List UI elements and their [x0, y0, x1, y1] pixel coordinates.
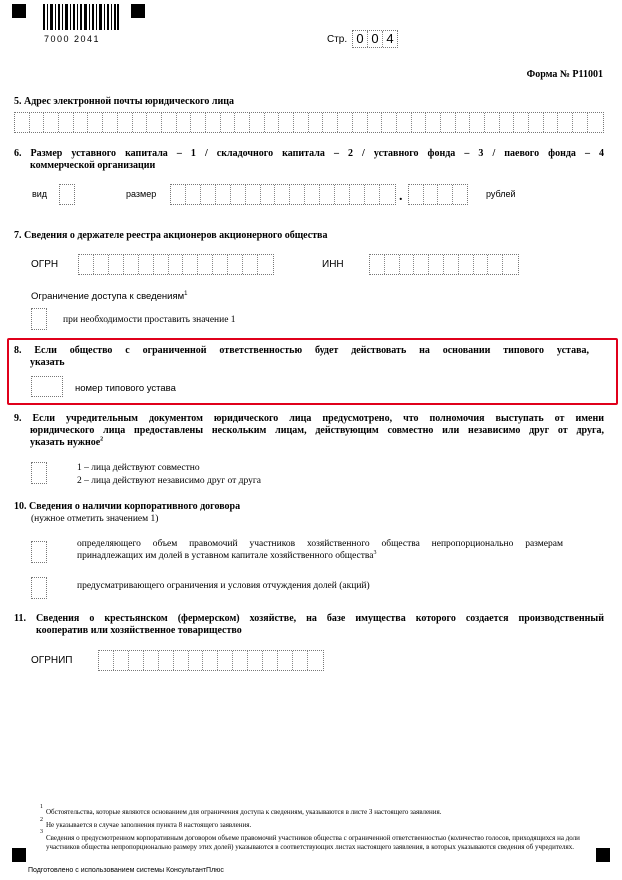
input-cell	[500, 113, 515, 132]
input-cell	[279, 113, 294, 132]
input-cell	[350, 185, 365, 204]
input-cell	[323, 113, 338, 132]
input-cell	[44, 113, 59, 132]
input-cell	[456, 113, 471, 132]
input-cell	[201, 185, 216, 204]
input-cell	[139, 255, 154, 274]
input-cell	[308, 651, 323, 670]
input-cell	[118, 113, 133, 132]
section-9-title-end: указать нужное$^2$	[30, 436, 104, 448]
page-digit: 0	[353, 31, 368, 47]
input-cell	[488, 255, 503, 274]
input-cell	[397, 113, 412, 132]
input-cell	[382, 113, 397, 132]
page-digit: 0	[368, 31, 383, 47]
input-cell	[474, 255, 489, 274]
section-10-subtitle: (нужное отметить значением 1)	[31, 514, 159, 524]
input-cell	[368, 113, 383, 132]
input-cell	[30, 113, 45, 132]
input-cell	[103, 113, 118, 132]
charter-number-field[interactable]	[31, 376, 63, 397]
input-cell	[169, 255, 184, 274]
input-cell	[503, 255, 518, 274]
input-cell	[198, 255, 213, 274]
currency-label: рублей	[486, 189, 516, 199]
input-cell	[338, 113, 353, 132]
input-cell	[309, 113, 324, 132]
section-8-title: 8. Если общество с ограниченной ответственностью будет действовать на основании типового устава,	[14, 345, 589, 356]
input-cell	[79, 255, 94, 274]
barcode-number: 7000 2041	[44, 34, 101, 44]
input-cell	[529, 113, 544, 132]
input-cell	[186, 185, 201, 204]
input-cell	[129, 651, 144, 670]
footnote-3: Сведения о предусмотренном корпоративным договором объеме правомочий участников общества с ограниченной ответственностью (количество голосов, приходящихся на доли участников общества непропорционально размеру этих долей) указываются в соответствующих листах настоящего заявления, в которых указываются сведения об учредителях.	[46, 834, 580, 851]
input-cell	[573, 113, 588, 132]
page-number-field[interactable]	[352, 30, 398, 48]
footnote-2-number: 2	[40, 817, 43, 823]
footnote-1: Обстоятельства, которые являются основанием для ограничения доступа к сведениям, указываются в листе З настоящего заявления.	[46, 808, 442, 816]
input-cell	[133, 113, 148, 132]
footnote-1-number: 1	[40, 804, 43, 810]
input-cell	[265, 113, 280, 132]
ogrn-field[interactable]	[78, 254, 274, 275]
section-6-title: 6. Размер уставного капитала – 1 / складочного капитала – 2 / уставного фонда – 3 / паевого фонда – 4	[14, 148, 604, 159]
section-7-title: 7. Сведения о держателе реестра акционеров акционерного общества	[14, 230, 328, 241]
input-cell	[109, 255, 124, 274]
input-cell	[305, 185, 320, 204]
registration-mark-bottom-left	[12, 848, 26, 862]
input-cell	[485, 113, 500, 132]
input-cell	[320, 185, 335, 204]
input-cell	[424, 185, 439, 204]
input-cell	[438, 185, 453, 204]
corporate-agreement-item-1: определяющего объем правомочий участников хозяйственного общества непропорционально размерам	[77, 539, 563, 549]
input-cell	[99, 651, 114, 670]
email-field[interactable]	[14, 112, 604, 133]
input-cell	[335, 185, 350, 204]
input-cell	[290, 185, 305, 204]
input-cell	[191, 113, 206, 132]
capital-kind-label: вид	[32, 189, 48, 199]
authority-mode-field[interactable]	[31, 462, 47, 484]
input-cell	[171, 185, 186, 204]
input-cell	[177, 113, 192, 132]
input-cell	[59, 113, 74, 132]
footnote-2: Не указывается в случае заполнения пункта 8 настоящего заявления.	[46, 821, 252, 829]
input-cell	[409, 185, 424, 204]
ogrn-label: ОГРН	[31, 259, 59, 270]
charter-number-label: номер типового устава	[75, 383, 176, 394]
footnote-3-number: 3	[40, 829, 43, 835]
input-cell	[248, 651, 263, 670]
input-cell	[228, 255, 243, 274]
input-cell	[88, 113, 103, 132]
restrict-access-label: Ограничение доступа к сведениям$^1$	[31, 290, 188, 302]
input-cell	[275, 185, 290, 204]
input-cell	[203, 651, 218, 670]
input-cell	[400, 255, 415, 274]
input-cell	[263, 651, 278, 670]
input-cell	[216, 185, 231, 204]
input-cell	[558, 113, 573, 132]
section-8-title-cont: указать	[30, 357, 65, 368]
input-cell	[588, 113, 603, 132]
input-cell	[94, 255, 109, 274]
input-cell	[459, 255, 474, 274]
capital-size-field[interactable]	[170, 184, 396, 205]
registration-mark-bottom-right	[596, 848, 610, 862]
registration-mark-top-right	[131, 4, 145, 18]
input-cell	[278, 651, 293, 670]
input-cell	[233, 651, 248, 670]
corporate-agreement-field-2[interactable]	[31, 577, 47, 599]
input-cell	[189, 651, 204, 670]
input-cell	[258, 255, 273, 274]
section-10-title: 10. Сведения о наличии корпоративного договора	[14, 501, 241, 512]
corporate-agreement-field-1[interactable]	[31, 541, 47, 563]
inn-label: ИНН	[322, 259, 344, 270]
input-cell	[183, 255, 198, 274]
input-cell	[250, 113, 265, 132]
authority-option-1: 1 – лица действуют совместно	[77, 463, 200, 473]
input-cell	[213, 255, 228, 274]
corporate-agreement-item-1-cont: принадлежащих им долей в уставном капитале хозяйственного общества$^3$	[77, 549, 377, 561]
input-cell	[235, 113, 250, 132]
input-cell	[206, 113, 221, 132]
section-11-title-cont: кооператив или хозяйственное товарищество	[36, 625, 242, 636]
section-9-title: 9. Если учредительным документом юридического лица предусмотрено, что полномочия выступать от имени	[14, 413, 604, 424]
input-cell	[174, 651, 189, 670]
page-label: Стр.	[327, 34, 348, 45]
input-cell	[441, 113, 456, 132]
input-cell	[74, 113, 89, 132]
input-cell	[426, 113, 441, 132]
capital-kopecks-field[interactable]	[408, 184, 468, 205]
input-cell	[414, 255, 429, 274]
input-cell	[353, 113, 368, 132]
registration-mark-top-left	[12, 4, 26, 18]
capital-size-label: размер	[126, 189, 157, 199]
input-cell	[370, 255, 385, 274]
input-cell	[293, 651, 308, 670]
input-cell	[294, 113, 309, 132]
input-cell	[544, 113, 559, 132]
ogrnip-label: ОГРНИП	[31, 655, 73, 666]
input-cell	[124, 255, 139, 274]
restrict-access-hint: при необходимости проставить значение 1	[63, 315, 236, 325]
input-cell	[412, 113, 427, 132]
input-cell	[444, 255, 459, 274]
input-cell	[514, 113, 529, 132]
input-cell	[154, 255, 169, 274]
page-digit: 4	[386, 31, 394, 46]
input-cell	[429, 255, 444, 274]
input-cell	[147, 113, 162, 132]
input-cell	[261, 185, 276, 204]
barcode	[43, 4, 119, 30]
input-cell	[365, 185, 380, 204]
input-cell	[114, 651, 129, 670]
input-cell	[218, 651, 233, 670]
section-9-title-cont: юридического лица предоставлены нескольким лицам, действующим совместно или независимо друг от друга,	[30, 425, 604, 436]
input-cell	[15, 113, 30, 132]
form-label: Форма № Р11001	[526, 69, 603, 80]
ogrnip-field[interactable]	[98, 650, 324, 671]
input-cell	[144, 651, 159, 670]
section-11-title: 11. Сведения о крестьянском (фермерском) хозяйстве, на базе имущества которого создается производственный	[14, 613, 604, 624]
restrict-access-field[interactable]	[31, 308, 47, 330]
input-cell	[243, 255, 258, 274]
input-cell	[221, 113, 236, 132]
decimal-point: .	[399, 189, 403, 204]
input-cell	[159, 651, 174, 670]
authority-option-2: 2 – лица действуют независимо друг от друга	[77, 476, 262, 486]
inn-field[interactable]	[369, 254, 519, 275]
input-cell	[246, 185, 261, 204]
input-cell	[231, 185, 246, 204]
capital-kind-field[interactable]	[59, 184, 75, 205]
input-cell	[453, 185, 468, 204]
input-cell	[380, 185, 395, 204]
section-5-title: 5. Адрес электронной почты юридического лица	[14, 96, 235, 107]
footer-note: Подготовлено с использованием системы КонсультантПлюс	[28, 867, 224, 874]
input-cell	[162, 113, 177, 132]
corporate-agreement-item-2: предусматривающего ограничения и условия отчуждения долей (акций)	[77, 581, 370, 591]
input-cell	[385, 255, 400, 274]
input-cell	[470, 113, 485, 132]
section-6-title-cont: коммерческой организации	[30, 160, 156, 171]
